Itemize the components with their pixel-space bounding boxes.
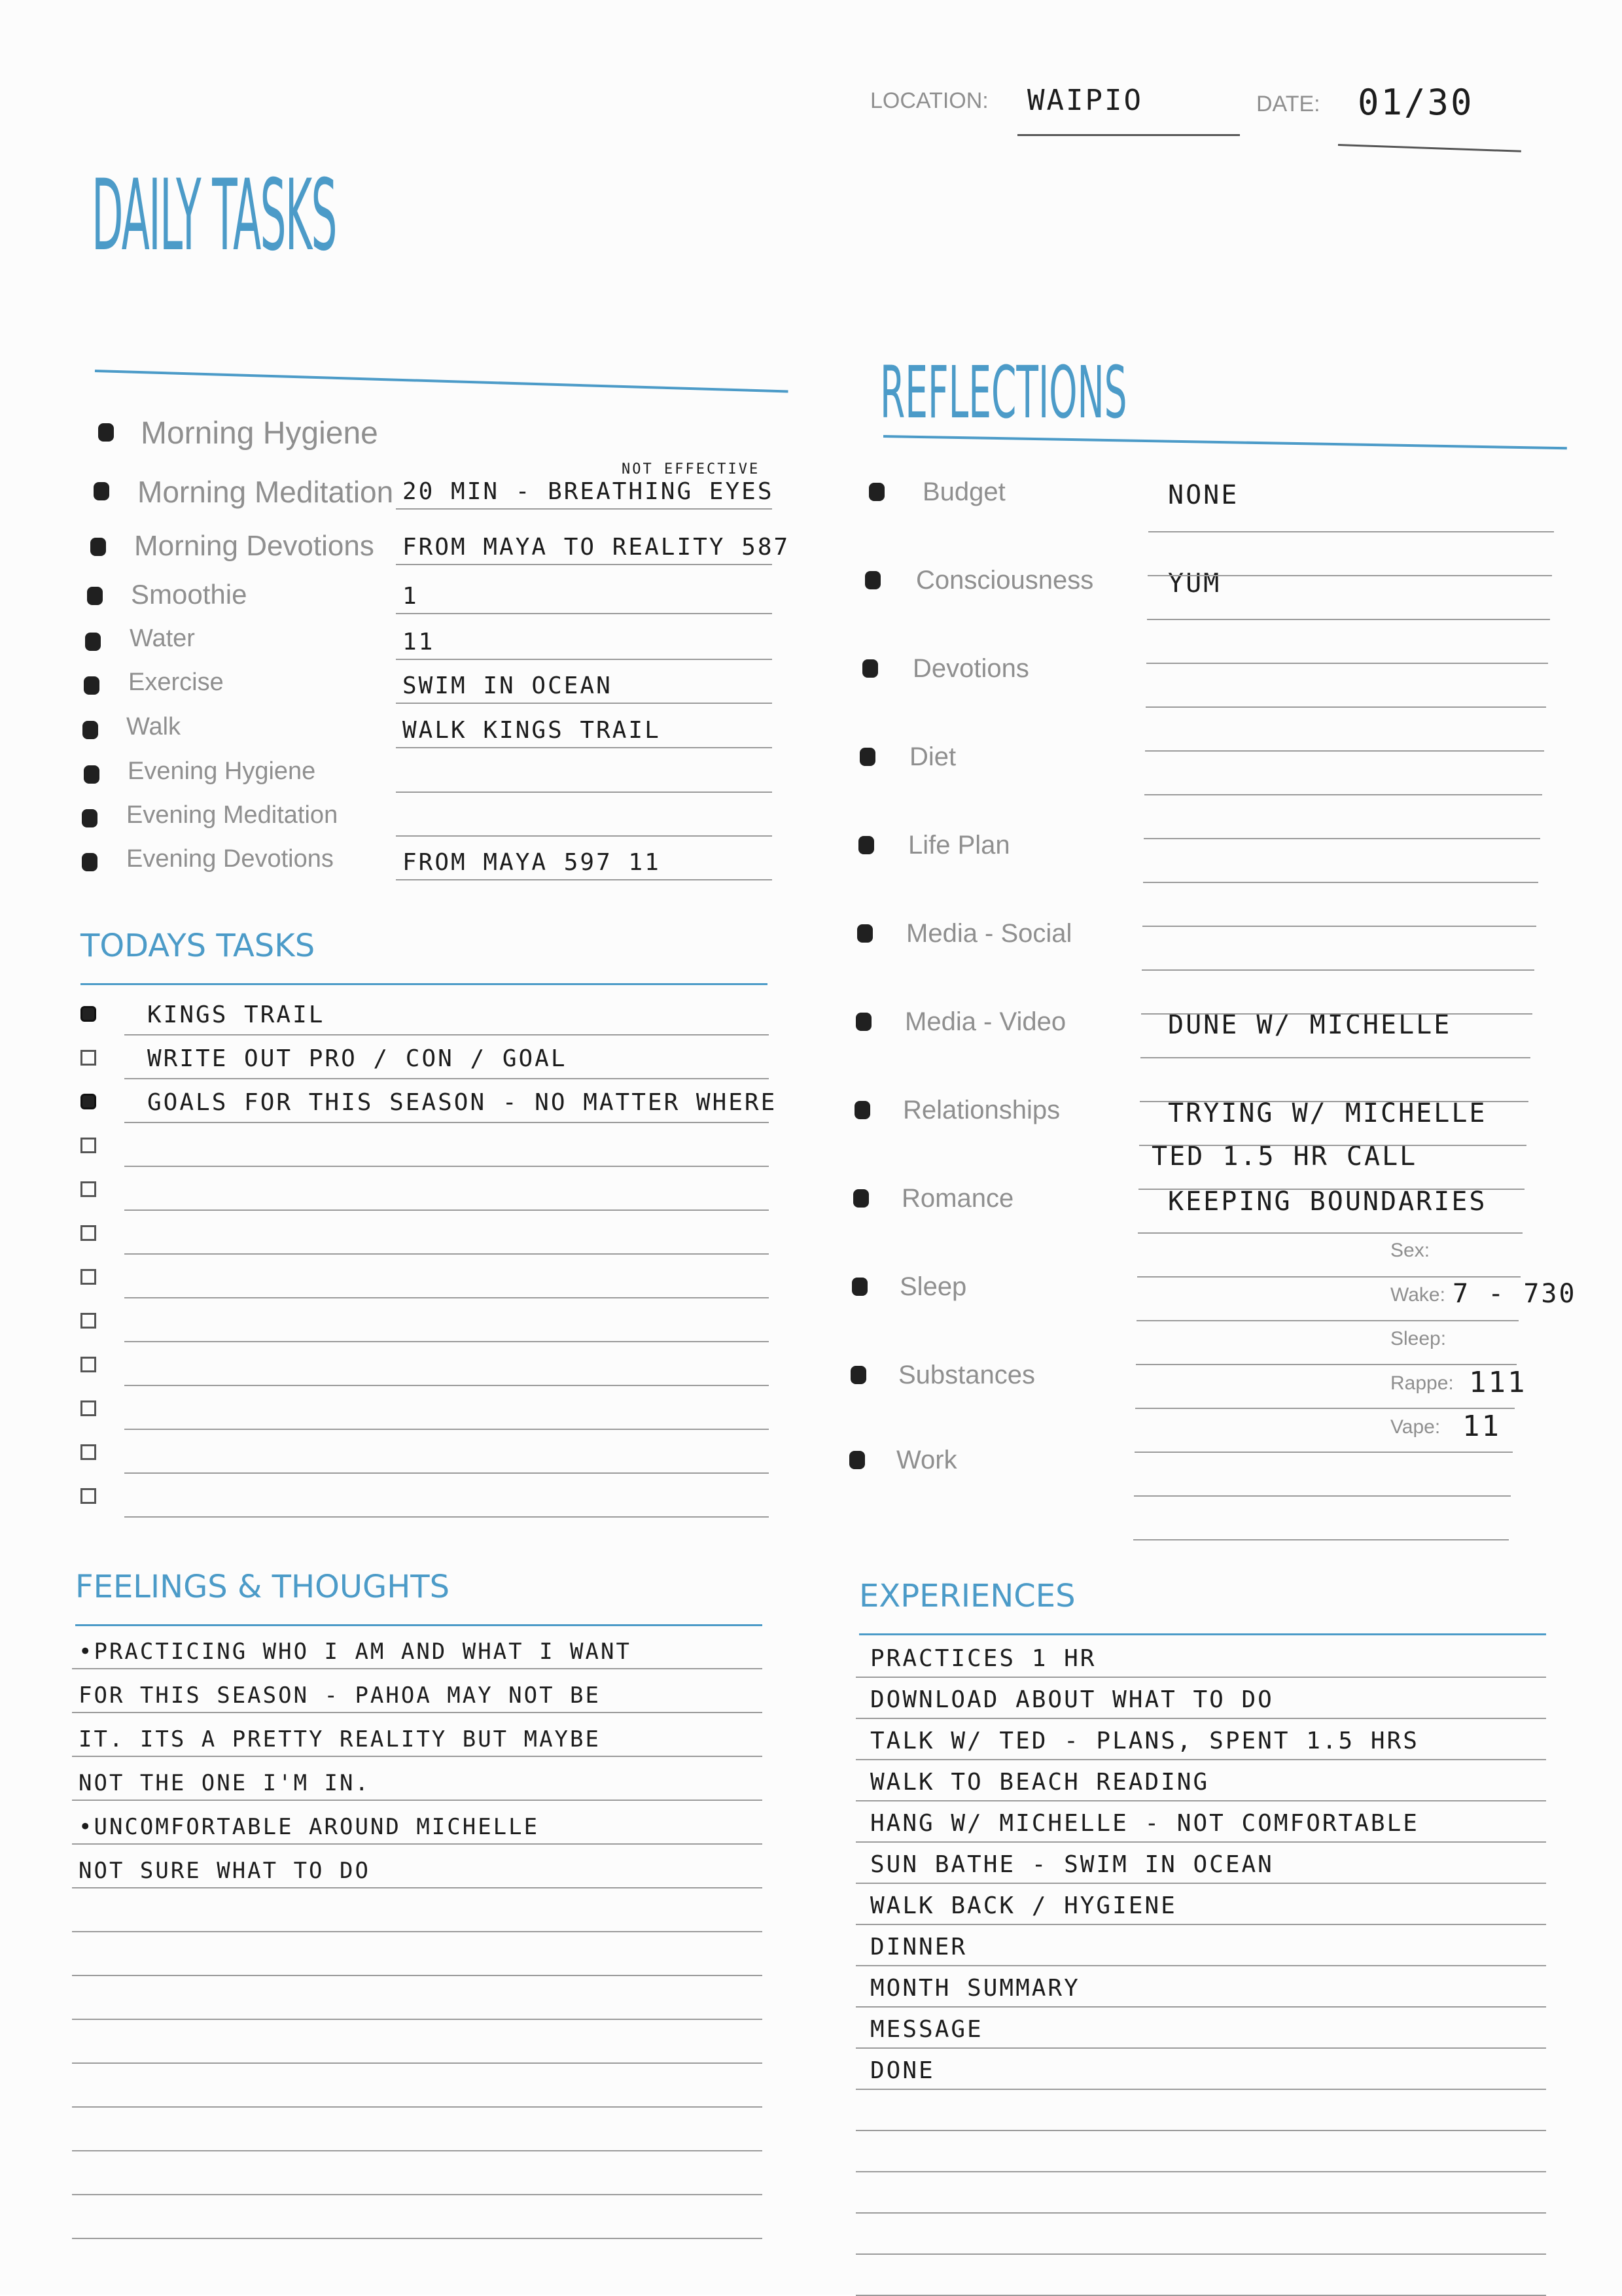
reflection-value-2: TED 1.5 HR CALL [1152,1141,1418,1172]
reflection-bullet [862,659,878,678]
daily-task-value: SWIM IN OCEAN [402,672,612,699]
wake-label: Wake: [1390,1284,1445,1306]
reflection-bullet [852,1278,868,1296]
task-checkbox[interactable] [80,1313,96,1329]
reflection-value: DUNE W/ MICHELLE [1168,1010,1452,1040]
reflection-label: Relationships [903,1096,1061,1124]
daily-task-line [396,659,772,660]
daily-task-line [396,791,772,793]
feelings-text: •UNCOMFORTABLE AROUND MICHELLE [79,1814,540,1840]
experiences-line [856,2089,1546,2090]
task-text: KINGS TRAIL [147,1001,325,1028]
daily-task-value: FROM MAYA 597 11 [402,849,661,876]
date-value: 01/30 [1358,82,1474,123]
reflection-line [1137,1276,1521,1278]
wake-value: 7 - 730 [1453,1279,1577,1309]
task-line [124,1341,769,1342]
daily-task-label: Evening Hygiene [128,757,316,785]
feelings-line [72,2238,762,2239]
daily-task-value: 1 [402,583,419,610]
experiences-text: WALK BACK / HYGIENE [870,1892,1177,1919]
rappe-value: 111 [1469,1366,1527,1399]
daily-task-bullet [82,853,97,871]
feelings-line [72,2062,762,2064]
task-line [124,1078,769,1079]
experiences-line [856,2171,1546,2172]
reflection-line [1142,969,1534,971]
daily-task-bullet [90,538,106,556]
reflection-line [1134,1495,1511,1497]
reflection-line [1140,1057,1530,1058]
daily-task-label: Exercise [128,669,224,696]
feelings-line [72,1887,762,1888]
reflection-line [1142,926,1536,927]
experiences-line [856,1883,1546,1884]
experiences-line [856,1965,1546,1966]
task-text: WRITE OUT PRO / CON / GOAL [147,1045,567,1072]
reflection-line [1139,1145,1526,1146]
daily-task-label: Water [130,625,195,652]
experiences-text: WALK TO BEACH READING [870,1769,1210,1796]
experiences-title: EXPERIENCES [859,1578,1076,1614]
reflection-line [1135,1452,1513,1453]
daily-task-label: Walk [126,713,181,740]
daily-task-value: FROM MAYA TO REALITY 587 [402,534,790,561]
experiences-text: HANG W/ MICHELLE - NOT COMFORTABLE [870,1810,1419,1837]
reflection-bullet [857,924,873,943]
experiences-text: MONTH SUMMARY [870,1975,1080,2002]
reflection-line [1138,1189,1525,1190]
daily-task-line [396,508,772,510]
reflection-line [1146,663,1548,664]
location-underline [1017,134,1240,136]
reflection-line [1137,1320,1519,1321]
task-checkbox[interactable] [80,1400,96,1416]
reflection-line [1136,1364,1517,1365]
reflection-line [1133,1539,1509,1540]
daily-task-bullet [84,765,99,784]
todays-tasks-title: TODAYS TASKS [80,928,315,964]
feelings-line [72,1800,762,1801]
daily-task-value: 20 MIN - BREATHING EYES [402,478,774,505]
reflections-divider [883,435,1567,449]
reflection-bullet [849,1451,865,1469]
experiences-line [856,2130,1546,2131]
feelings-text: NOT SURE WHAT TO DO [79,1858,370,1884]
daily-task-bullet [85,633,101,651]
sleep-hours-label: Sleep: [1390,1328,1447,1349]
reflection-line [1145,750,1544,752]
experiences-text: TALK W/ TED - PLANS, SPENT 1.5 HRS [870,1728,1419,1754]
feelings-text: FOR THIS SEASON - PAHOA MAY NOT BE [79,1682,601,1709]
experiences-text: DONE [870,2057,935,2084]
reflection-label: Media - Social [906,919,1072,948]
location-value: WAIPIO [1027,84,1143,117]
daily-task-label: Evening Meditation [126,801,338,829]
reflection-line [1148,531,1554,532]
reflection-value: KEEPING BOUNDARIES [1168,1187,1487,1217]
daily-task-label: Evening Devotions [126,845,334,873]
daily-task-bullet [87,587,103,605]
experiences-text: PRACTICES 1 HR [870,1645,1097,1672]
reflection-bullet [865,571,881,589]
task-text: GOALS FOR THIS SEASON - NO MATTER WHERE [147,1089,777,1116]
reflection-line [1138,1232,1523,1234]
feelings-text: •PRACTICING WHO I AM AND WHAT I WANT [79,1639,631,1665]
task-checkbox[interactable] [80,1444,96,1460]
experiences-line [856,1800,1546,1801]
daily-task-value: WALK KINGS TRAIL [402,717,661,744]
date-underline [1338,144,1521,152]
reflection-bullet [851,1366,866,1384]
reflection-label: Devotions [913,654,1029,683]
task-checkbox[interactable] [80,1138,96,1153]
experiences-line [856,2212,1546,2214]
feelings-line [72,1668,762,1669]
reflection-bullet [869,483,885,501]
reflection-line [1143,882,1538,883]
experiences-divider [859,1633,1546,1635]
date-label: DATE: [1256,92,1320,116]
daily-task-line [396,879,772,880]
feelings-line [72,2194,762,2195]
feelings-line [72,2150,762,2151]
feelings-line [72,1975,762,1976]
daily-task-bullet [94,482,109,500]
task-checkbox-checked[interactable] [80,1094,96,1109]
daily-tasks-title: DAILY TASKS [92,159,336,273]
daily-task-line [396,613,772,614]
experiences-line [856,1759,1546,1760]
feelings-line [72,2106,762,2108]
feelings-text: NOT THE ONE I'M IN. [79,1770,370,1796]
task-line [124,1166,769,1167]
reflection-value: TRYING W/ MICHELLE [1168,1098,1487,1128]
reflection-label: Consciousness [916,566,1094,595]
vape-value: 11 [1462,1410,1501,1443]
sex-label: Sex: [1390,1240,1430,1261]
reflection-label: Work [896,1446,957,1474]
daily-task-line [396,564,772,565]
daily-task-bullet [82,721,98,739]
experiences-line [856,2253,1546,2255]
reflection-value: YUM [1168,568,1222,599]
experiences-line [856,1718,1546,1719]
reflection-label: Media - Video [905,1007,1067,1036]
daily-task-line [396,747,772,748]
task-line [124,1429,769,1430]
reflection-value: NONE [1168,480,1239,510]
reflection-line [1144,794,1542,795]
daily-tasks-divider [95,370,788,392]
task-line [124,1034,769,1035]
reflection-bullet [858,836,874,854]
location-label: LOCATION: [870,88,989,113]
feelings-line [72,2019,762,2020]
reflection-label: Life Plan [908,831,1010,860]
todays-tasks-divider [80,983,767,985]
feelings-title: FEELINGS & THOUGHTS [75,1569,450,1605]
daily-task-line [396,703,772,704]
daily-task-label: Smoothie [131,579,247,610]
experiences-text: SUN BATHE - SWIM IN OCEAN [870,1851,1274,1878]
feelings-line [72,1843,762,1845]
daily-task-bullet [84,676,99,695]
reflection-line [1141,1013,1532,1015]
reflection-label: Budget [923,478,1006,506]
daily-task-bullet [82,809,97,827]
daily-task-line [396,835,772,837]
daily-task-value: 11 [402,629,435,655]
reflection-line [1146,706,1546,708]
reflection-line [1140,1101,1528,1102]
reflection-bullet [860,748,875,766]
reflection-line [1144,838,1540,839]
feelings-line [72,1756,762,1757]
experiences-line [856,2006,1546,2008]
task-line [124,1297,769,1298]
daily-task-label: Morning Devotions [134,530,374,562]
task-line [124,1385,769,1386]
rappe-label: Rappe: [1390,1372,1454,1394]
task-line [124,1209,769,1211]
experiences-line [856,1924,1546,1925]
reflection-bullet [856,1013,872,1031]
reflection-label: Diet [909,742,957,771]
reflection-line [1147,619,1550,620]
task-line [124,1472,769,1474]
task-line [124,1253,769,1255]
reflection-label: Romance [902,1184,1014,1213]
reflection-bullet [855,1101,870,1119]
experiences-text: MESSAGE [870,2016,983,2043]
feelings-divider [75,1624,762,1626]
experiences-line [856,1841,1546,1843]
task-line [124,1122,769,1123]
task-checkbox[interactable] [80,1225,96,1241]
vape-label: Vape: [1390,1416,1441,1438]
task-checkbox[interactable] [80,1357,96,1372]
reflection-line [1135,1408,1515,1409]
feelings-text: IT. ITS A PRETTY REALITY BUT MAYBE [79,1726,601,1752]
daily-task-bullet [98,423,114,442]
task-checkbox[interactable] [80,1181,96,1197]
reflection-label: Sleep [900,1272,967,1301]
feelings-line [72,1712,762,1713]
task-checkbox[interactable] [80,1050,96,1066]
experiences-line [856,2047,1546,2049]
task-checkbox[interactable] [80,1269,96,1285]
experiences-line [856,1677,1546,1678]
task-checkbox[interactable] [80,1488,96,1504]
reflection-bullet [853,1189,869,1208]
daily-task-label: Morning Hygiene [141,416,378,451]
daily-task-label: Morning Meditation [137,475,394,509]
reflection-line [1148,575,1552,576]
task-line [124,1516,769,1518]
experiences-text: DINNER [870,1934,968,1960]
experiences-text: DOWNLOAD ABOUT WHAT TO DO [870,1686,1274,1713]
reflections-title: REFLECTIONS [880,351,1127,434]
reflection-label: Substances [898,1361,1036,1389]
daily-task-note: NOT EFFECTIVE [622,461,760,478]
feelings-line [72,1931,762,1932]
task-checkbox-checked[interactable] [80,1006,96,1022]
